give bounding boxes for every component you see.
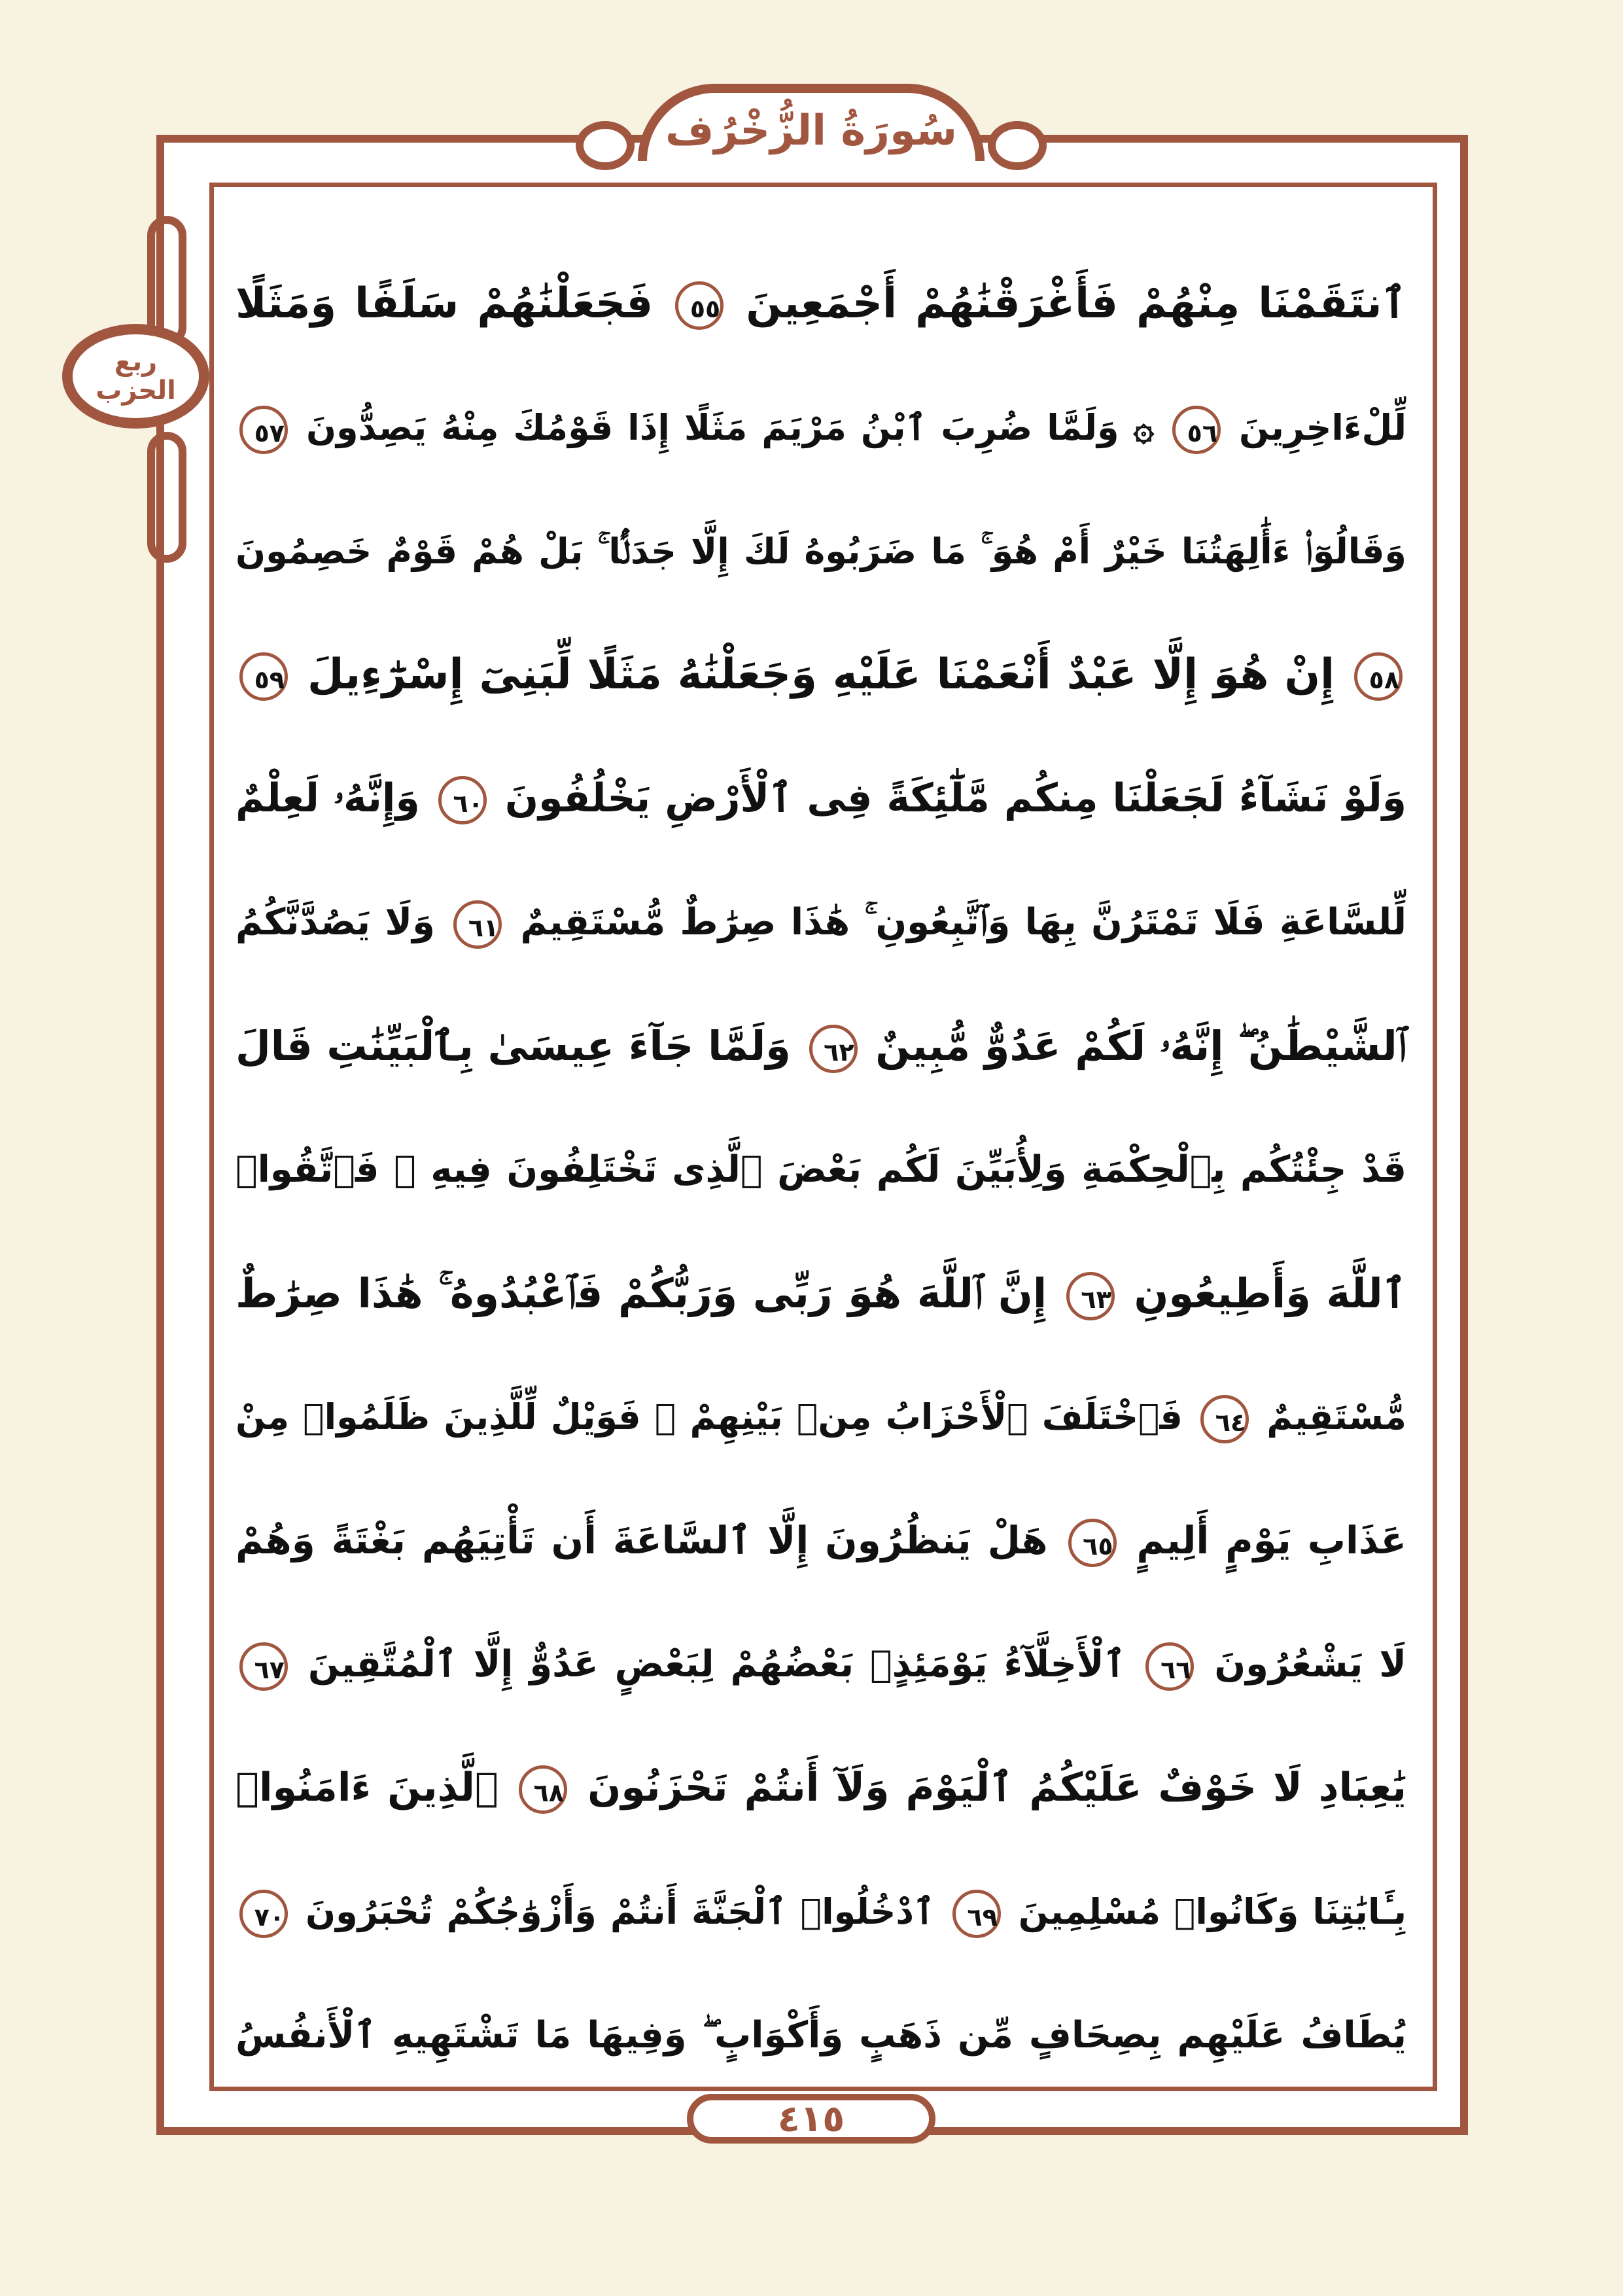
margin-ornament-bottom: [147, 432, 186, 563]
ayah-number-marker: ٦٣: [1066, 1272, 1115, 1320]
ayah-number-marker: ٦٨: [519, 1765, 567, 1814]
text-line: [236, 366, 1406, 489]
text-line: [236, 1973, 1406, 2097]
page-number-label: ٤١٥: [777, 2097, 845, 2140]
text-line: [236, 1479, 1406, 1602]
text-line: [236, 1850, 1406, 1973]
ayah-number-marker: ٦٢: [809, 1025, 858, 1073]
verse-text: وَلَا يَصُدَّنَّكُمُ: [236, 901, 435, 944]
ayah-number-marker: ٥٧: [239, 406, 288, 454]
verse-text: يُطَافُ عَلَيْهِم بِصِحَافٍ مِّن ذَهَبٍ وَأَكْوَابٍ ۖ وَفِيهَا مَا تَشْتَهِيهِ ٱلْأَنفُسُ: [236, 2014, 1406, 2057]
verse-text: قَدْ جِئْتُكُم بِٱلْحِكْمَةِ وَلِأُبَيِّنَ لَكُم بَعْضَ ٱلَّذِى تَخْتَلِفُونَ فِيهِ ۖ فَٱتَّقُوا۟: [236, 1148, 1406, 1191]
verse-text: ٱلَّذِينَ ءَامَنُوا۟: [236, 1765, 498, 1810]
verse-text: لِّلْءَاخِرِينَ: [1239, 407, 1406, 448]
verse-text: وَإِنَّهُۥ لَعِلْمٌ: [236, 775, 420, 821]
text-line: [236, 489, 1406, 613]
verse-text: مُّسْتَقِيمٌ: [1266, 1396, 1406, 1438]
text-line: [236, 860, 1406, 984]
ayah-number-marker: ٥٨: [1354, 652, 1403, 701]
ayah-number-marker: ٧٠: [239, 1890, 288, 1938]
marker-line-2: الحزب: [96, 376, 176, 406]
verse-text: إِنَّ ٱللَّهَ هُوَ رَبِّى وَرَبُّكُمْ فَٱعْبُدُوهُ ۚ هَٰذَا صِرَٰطٌ: [236, 1269, 1047, 1317]
text-line: [236, 613, 1406, 737]
verse-text: ٱدْخُلُوا۟ ٱلْجَنَّةَ أَنتُمْ وَأَزْوَٰجُكُمْ تُحْبَرُونَ: [305, 1891, 935, 1932]
verse-text: يَٰعِبَادِ لَا خَوْفٌ عَلَيْكُمُ ٱلْيَوْمَ وَلَآ أَنتُمْ تَحْزَنُونَ: [587, 1765, 1406, 1810]
verse-text: وَلَمَّا جَآءَ عِيسَىٰ بِٱلْبَيِّنَٰتِ قَالَ: [236, 1022, 791, 1070]
verse-text: فَجَعَلْنَٰهُمْ سَلَفًا وَمَثَلًا: [236, 279, 654, 328]
verse-text: ٱلشَّيْطَٰنُ ۖ إِنَّهُۥ لَكُمْ عَدُوٌّ مُّبِينٌ: [875, 1022, 1406, 1070]
ayah-number-marker: ٦٩: [952, 1890, 1001, 1938]
page-number: [687, 2094, 935, 2144]
text-line: [236, 242, 1406, 366]
ayah-number-marker: ٥٥: [675, 281, 724, 330]
verse-text: ٱللَّهَ وَأَطِيعُونِ: [1134, 1269, 1406, 1317]
verse-text: ۞ وَلَمَّا ضُرِبَ ٱبْنُ مَرْيَمَ مَثَلًا إِذَا قَوْمُكَ مِنْهُ يَصِدُّونَ: [305, 407, 1155, 448]
verse-text: هَلْ يَنظُرُونَ إِلَّا ٱلسَّاعَةَ أَن تَأْتِيَهُم بَغْتَةً وَهُمْ: [236, 1518, 1048, 1563]
verse-text: وَلَوْ نَشَآءُ لَجَعَلْنَا مِنكُم مَّلَٰٓئِكَةً فِى ٱلْأَرْضِ يَخْلُفُونَ: [504, 775, 1407, 821]
verse-text: لَا يَشْعُرُونَ: [1214, 1643, 1406, 1686]
text-line: [236, 737, 1406, 860]
verse-text: لِّلسَّاعَةِ فَلَا تَمْتَرُنَّ بِهَا وَٱتَّبِعُونِ ۚ هَٰذَا صِرَٰطٌ مُّسْتَقِيمٌ: [520, 901, 1406, 944]
verse-text: بِـَٔايَٰتِنَا وَكَانُوا۟ مُسْلِمِينَ: [1018, 1891, 1406, 1932]
verse-text: ٱلْأَخِلَّآءُ يَوْمَئِذٍۭ بَعْضُهُمْ لِبَعْضٍ عَدُوٌّ إِلَّا ٱلْمُتَّقِينَ: [307, 1643, 1126, 1686]
quran-text: [236, 242, 1406, 2097]
text-line: [236, 1726, 1406, 1850]
ayah-number-marker: ٥٦: [1172, 406, 1221, 454]
text-line: [236, 1108, 1406, 1231]
surah-title: سُورَةُ الزُّخْرُف: [665, 107, 958, 155]
verse-text: ٱنتَقَمْنَا مِنْهُمْ فَأَغْرَقْنَٰهُمْ أَجْمَعِينَ: [746, 279, 1407, 328]
text-line: [236, 1355, 1406, 1479]
text-line: [236, 1602, 1406, 1726]
rub-al-hizb-marker: [62, 324, 209, 429]
ayah-number-marker: ٦٠: [438, 776, 487, 824]
surah-header: [638, 84, 985, 161]
verse-text: وَقَالُوٓا۟ ءَأَٰلِهَتُنَا خَيْرٌ أَمْ هُوَ ۚ مَا ضَرَبُوهُ لَكَ إِلَّا جَدَلًۢا ۚ بَلْ هُمْ قَوْمٌ خَصِمُونَ: [236, 531, 1406, 572]
header-flourish-right: [576, 121, 635, 170]
ayah-number-marker: ٦١: [453, 900, 502, 949]
ayah-number-marker: ٦٦: [1145, 1642, 1194, 1691]
ayah-number-marker: ٥٩: [239, 652, 288, 701]
text-line: [236, 984, 1406, 1108]
marker-line-1: ربع: [114, 347, 158, 377]
verse-text: عَذَابِ يَوْمٍ أَلِيمٍ: [1136, 1518, 1406, 1563]
verse-text: فَٱخْتَلَفَ ٱلْأَحْزَابُ مِنۢ بَيْنِهِمْ ۖ فَوَيْلٌ لِّلَّذِينَ ظَلَمُوا۟ مِنْ: [236, 1396, 1183, 1438]
ayah-number-marker: ٦٧: [239, 1642, 288, 1691]
header-flourish-left: [988, 121, 1047, 170]
ayah-number-marker: ٦٥: [1068, 1519, 1117, 1567]
ayah-number-marker: ٦٤: [1200, 1395, 1249, 1443]
text-line: [236, 1231, 1406, 1355]
verse-text: إِنْ هُوَ إِلَّا عَبْدٌ أَنْعَمْنَا عَلَيْهِ وَجَعَلْنَٰهُ مَثَلًا لِّبَنِىٓ إِسْرَٰٓءِيلَ: [307, 650, 1335, 699]
